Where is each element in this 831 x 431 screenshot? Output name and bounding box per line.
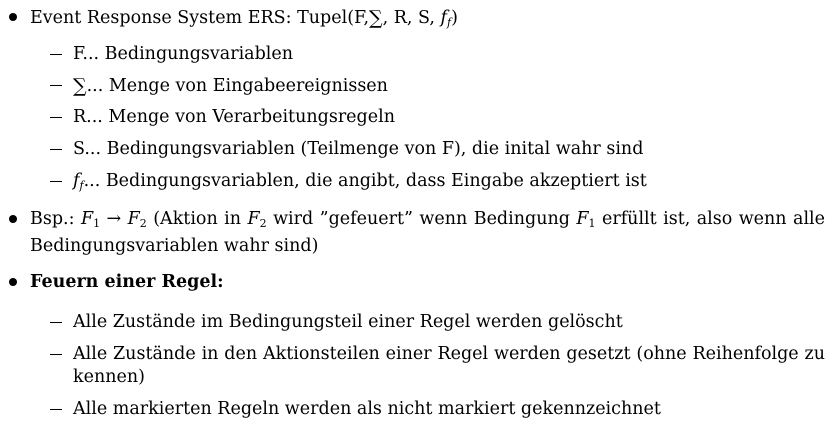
section-heading: Feuern einer Regel:: [30, 272, 224, 292]
example-text: Bsp.: F1 → F2 (Aktion in F2 wird ”gefeuert” wenn Bedingung F1 erfüllt ist, also wenn alle Bedingungsvariablen wahr sind): [30, 209, 825, 256]
list-item-text: Alle Zustände im Bedingungsteil einer Regel werden gelöscht: [73, 312, 623, 332]
dash-icon: [50, 311, 62, 334]
bullet-dot-icon: [9, 215, 17, 223]
list-item-text: S... Bedingungsvariablen (Teilmenge von F), die inital wahr sind: [73, 139, 644, 159]
dash-icon: [50, 170, 62, 193]
ers-definition-text: Event Response System ERS: Tupel(F,∑, R, S, $f_f$): [30, 7, 458, 29]
bullet-dot-icon: [9, 13, 17, 21]
dash-icon: [50, 343, 62, 366]
list-item-text: R... Menge von Verarbeitungsregeln: [73, 107, 395, 127]
list-item-text: Alle Zustände in den Aktionsteilen einer Regel werden gesetzt (ohne Reihenfolge zu kennen): [73, 344, 825, 387]
list-item-text: $f_f$... Bedingungsvariablen, die angibt, dass Eingabe akzeptiert ist: [73, 171, 647, 192]
list-item-text: ∑... Menge von Eingabeereignissen: [73, 75, 388, 97]
dash-icon: [50, 138, 62, 161]
bullet-dot-icon: [9, 278, 17, 286]
dash-icon: [50, 43, 62, 66]
list-item-text: F... Bedingungsvariablen: [73, 44, 294, 64]
dash-icon: [50, 74, 62, 97]
dash-icon: [50, 106, 62, 129]
list-item-text: Alle markierten Regeln werden als nicht markiert gekennzeichnet: [73, 399, 661, 419]
dash-icon: [50, 398, 62, 421]
